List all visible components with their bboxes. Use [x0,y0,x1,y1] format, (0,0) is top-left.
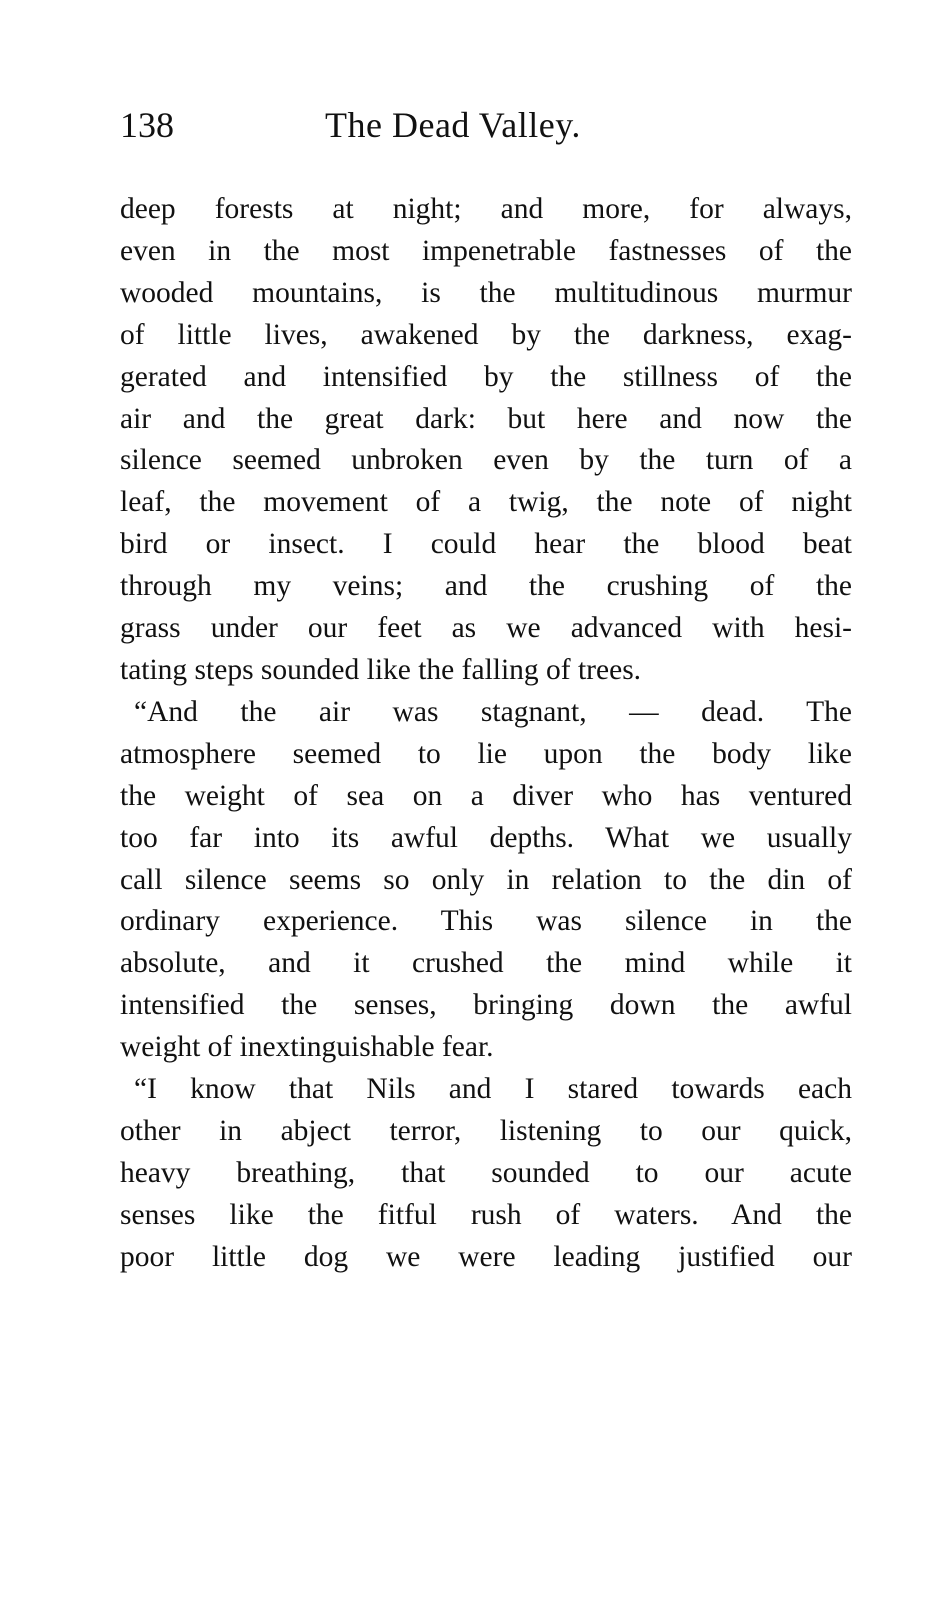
text-line: “I know that Nils and I stared towards each [134,1073,852,1106]
text-line: air and the great dark: but here and now the [120,402,852,435]
text-line: the weight of sea on a diver who has ventured [120,779,852,812]
text-line: heavy breathing, that sounded to our acute [120,1156,852,1189]
text-line: weight of inextinguishable fear. [120,1031,494,1064]
text-line: even in the most impenetrable fastnesses of the [120,234,852,267]
text-line: poor little dog we were leading justified our [120,1240,852,1273]
text-line: silence seemed unbroken even by the turn of a [120,444,852,477]
text-line: of little lives, awakened by the darkness, exag- [120,318,852,351]
text-line: atmosphere seemed to lie upon the body like [120,737,852,770]
text-line: through my veins; and the crushing of the [120,570,852,603]
running-header [120,104,852,154]
text-line: call silence seems so only in relation to the din of [120,863,852,896]
text-line: gerated and intensified by the stillness of the [120,360,852,393]
running-title: The Dead Valley. [325,105,581,145]
text-line: bird or insect. I could hear the blood beat [120,528,852,561]
text-line: leaf, the movement of a twig, the note of night [120,486,852,519]
text-line: “And the air was stagnant, — dead. The [134,695,852,728]
page-number: 138 [120,105,174,145]
text-line: tating steps sounded like the falling of trees. [120,653,642,686]
text-line: intensified the senses, bringing down the awful [120,989,852,1022]
text-line: wooded mountains, is the multitudinous murmur [120,276,852,309]
text-line: senses like the fitful rush of waters. And the [120,1198,852,1231]
text-line: deep forests at night; and more, for always, [120,193,852,225]
text-line: other in abject terror, listening to our quick, [120,1114,852,1147]
text-line: ordinary experience. This was silence in the [120,905,852,938]
text-line: too far into its awful depths. What we usually [120,821,852,854]
text-line: absolute, and it crushed the mind while it [120,947,852,980]
text-line: grass under our feet as we advanced with hesi- [120,612,852,645]
body-text [120,189,852,1279]
